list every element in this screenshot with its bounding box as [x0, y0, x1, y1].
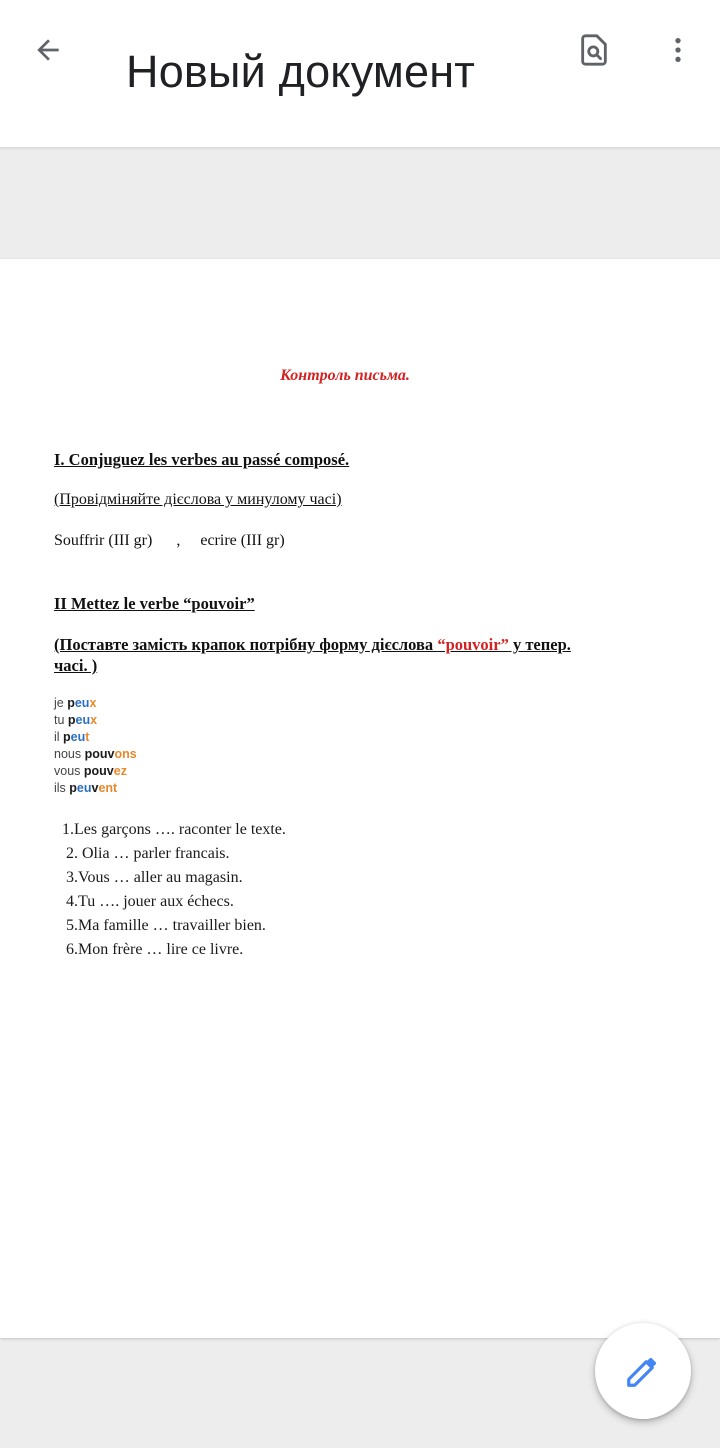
section2-instruction-line2: часі. )	[54, 656, 98, 675]
conjugation-list	[54, 695, 137, 797]
section2-instruction	[54, 635, 571, 655]
exercise-list	[62, 818, 286, 962]
conjugation-row: il peut	[54, 730, 90, 744]
exercise-item: 2. Olia … parler francais.	[62, 845, 230, 862]
section1-verbs: Souffrir (III gr) , ecrire (III gr)	[54, 532, 285, 549]
document-title: Новый документ	[126, 46, 476, 97]
section1-title: I. Conjuguez les verbes au passé composé.	[54, 450, 350, 469]
exercise-item: 5.Ma famille … travailler bien.	[62, 917, 266, 934]
exercise-item: 3.Vous … aller au magasin.	[62, 869, 243, 886]
conjugation-row: tu peux	[54, 713, 98, 727]
instruction-text-end: у тепер.	[508, 635, 571, 654]
exercise-item: 1.Les garçons …. raconter le texte.	[62, 821, 286, 838]
document-page[interactable]	[0, 259, 720, 1338]
exercise-item: 4.Tu …. jouer aux échecs.	[62, 893, 234, 910]
back-button[interactable]	[24, 26, 72, 74]
edit-fab-button[interactable]	[595, 1323, 691, 1419]
find-in-page-button[interactable]	[570, 26, 618, 74]
section2-title: II Mettez le verbe “pouvoir”	[54, 594, 255, 613]
find-in-page-icon	[577, 31, 611, 69]
app-bar	[0, 0, 720, 148]
conjugation-row: nous pouvons	[54, 747, 137, 761]
conjugation-row: vous pouvez	[54, 764, 127, 778]
more-options-button[interactable]	[654, 26, 702, 74]
document-heading: Контроль письма.	[280, 367, 410, 384]
edit-pencil-icon	[624, 1352, 662, 1390]
conjugation-row: ils peuvent	[54, 781, 118, 795]
instruction-verb: “pouvoir”	[437, 635, 509, 654]
more-vert-icon	[662, 34, 694, 66]
conjugation-row: je peux	[54, 696, 97, 710]
exercise-item: 6.Mon frère … lire ce livre.	[62, 941, 244, 958]
instruction-text: (Поставте замість крапок потрібну форму дієслова	[54, 635, 438, 654]
section1-subtitle: (Провідміняйте дієслова у минулому часі)	[54, 491, 342, 508]
arrow-back-icon	[32, 34, 64, 66]
